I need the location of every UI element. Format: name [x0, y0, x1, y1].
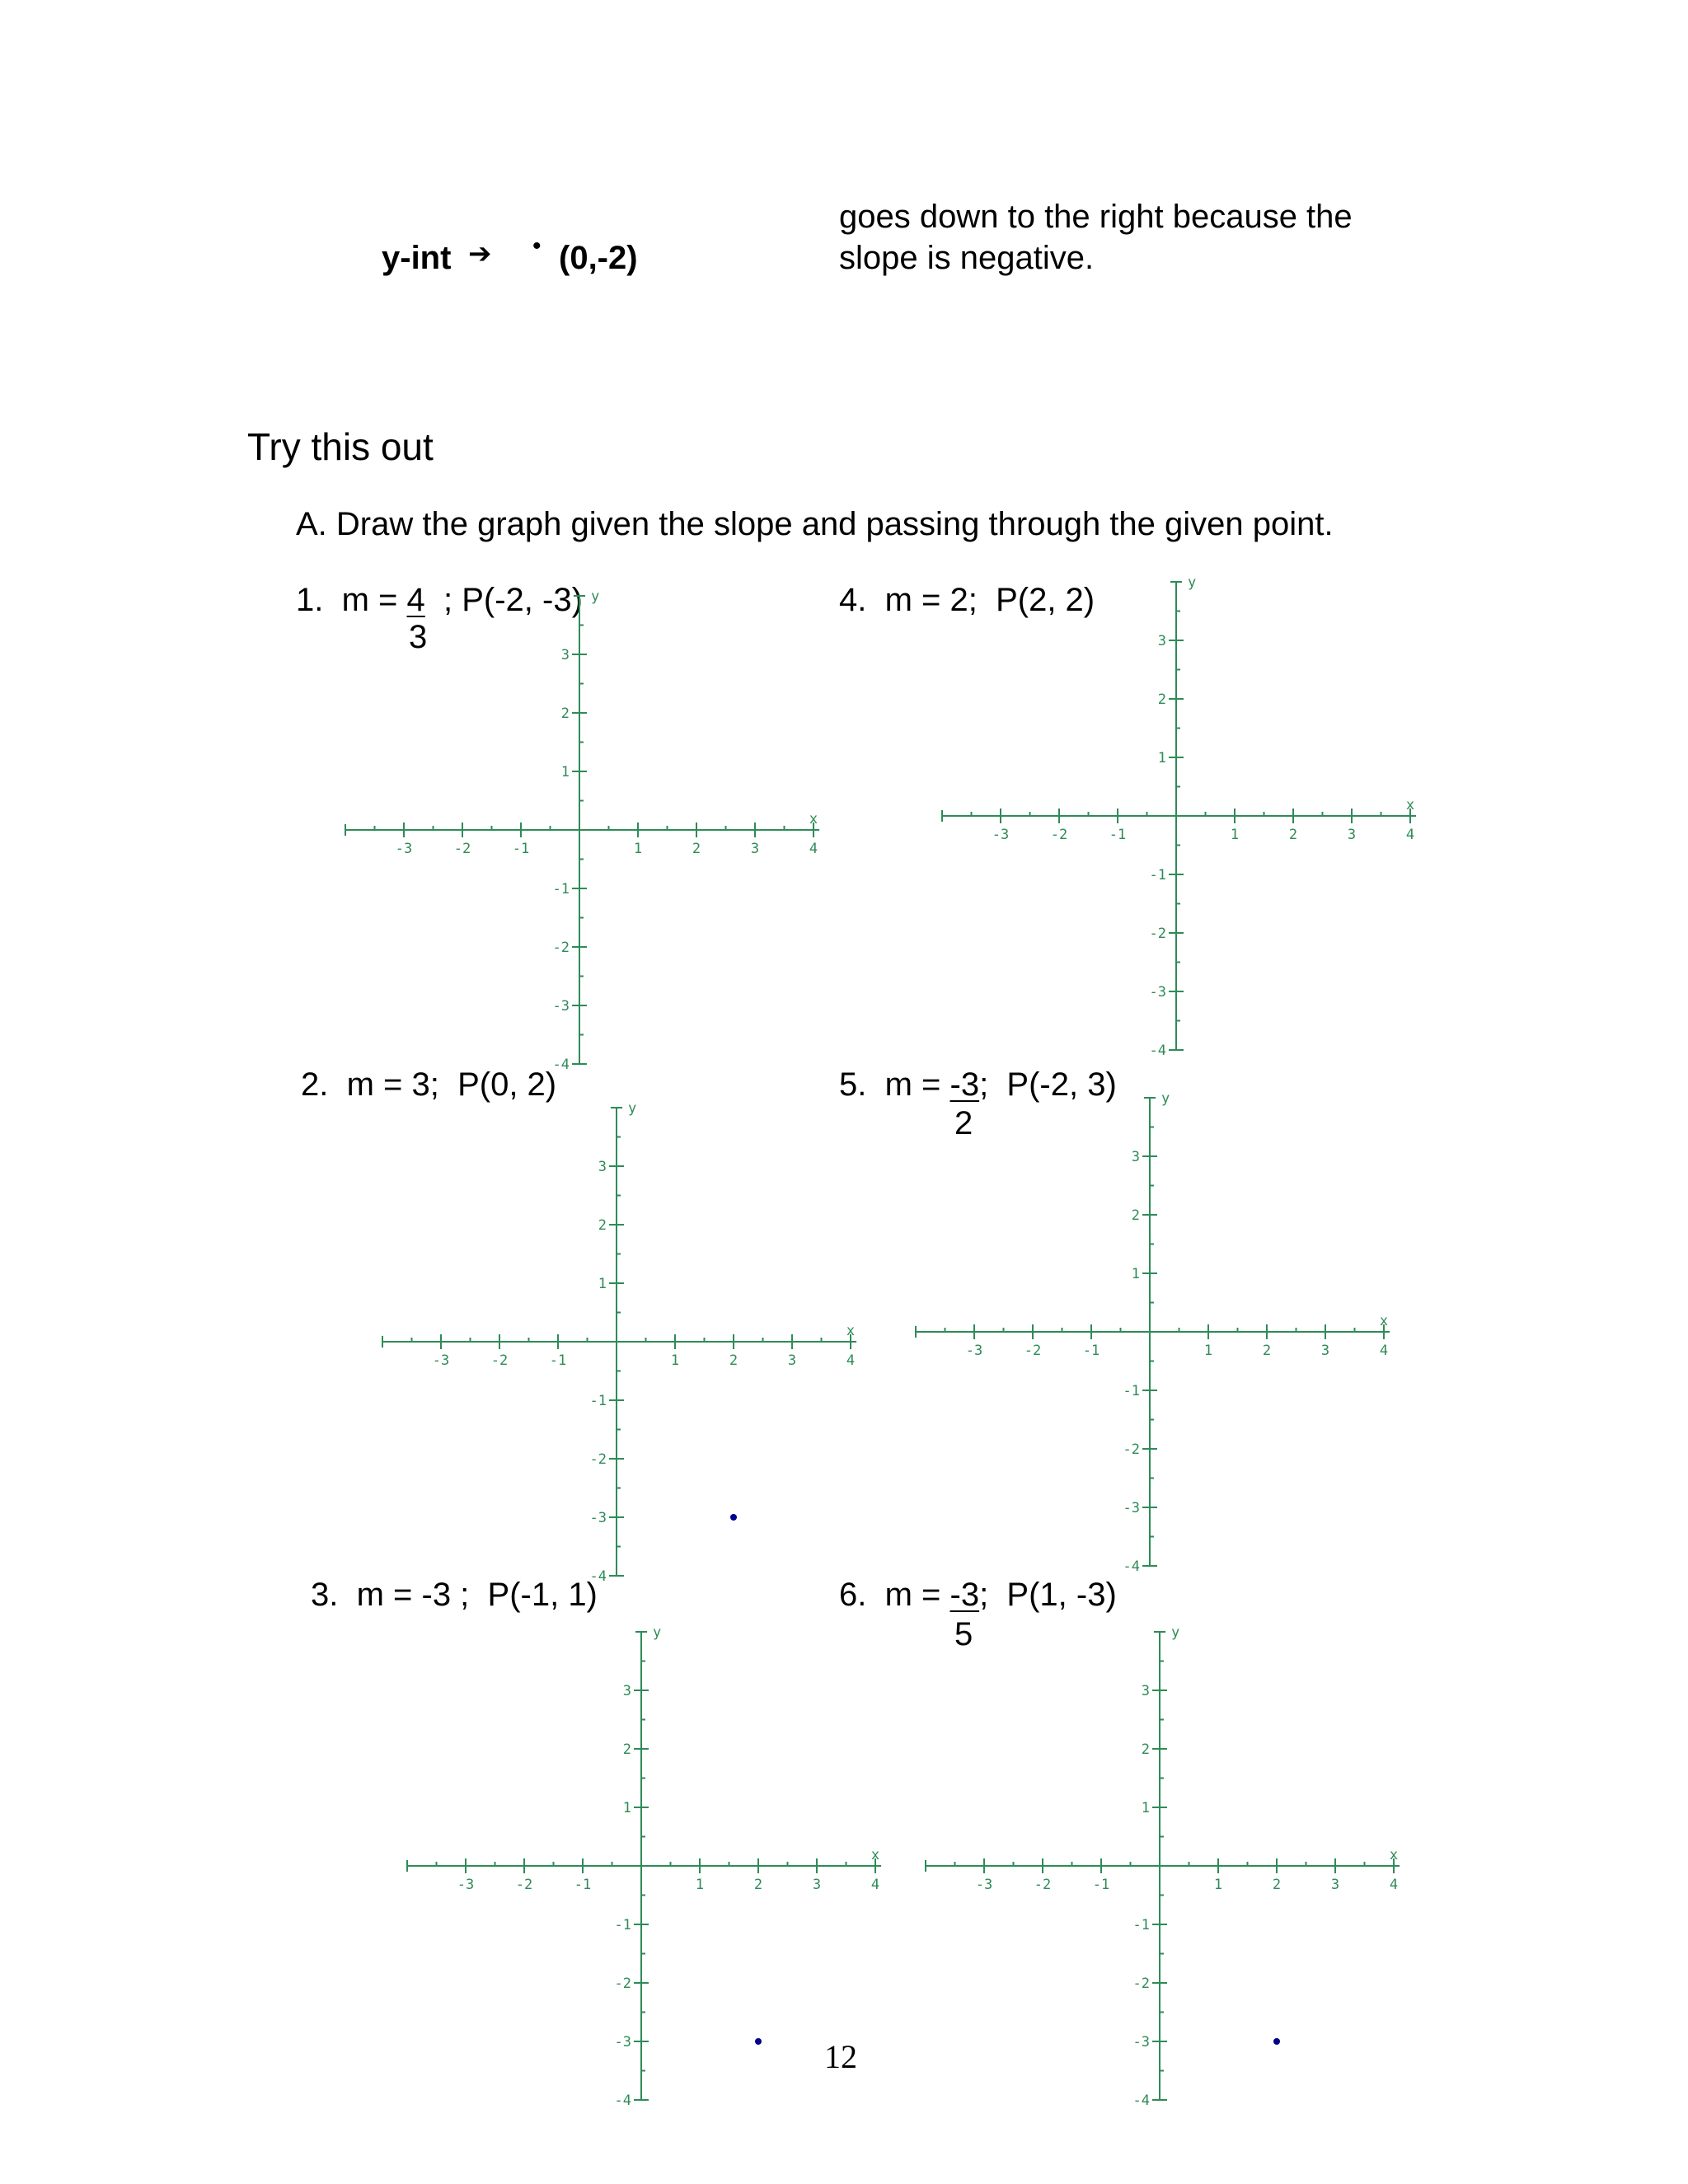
problem-number: 3. — [311, 1577, 339, 1613]
y-tick-label: -1 — [552, 881, 570, 898]
fraction-numerator: -3 — [950, 1066, 980, 1103]
plotted-point — [730, 1514, 737, 1521]
x-tick-label: 4 — [1405, 827, 1415, 843]
x-tick-label: -2 — [515, 1877, 533, 1893]
y-tick-label: -1 — [1149, 867, 1166, 883]
y-tick-label: -4 — [1149, 1043, 1166, 1059]
y-tick-label: -3 — [552, 998, 570, 1015]
y-tick-label: 2 — [560, 705, 570, 722]
y-axis-label: y — [1171, 1624, 1180, 1641]
x-tick-label: -3 — [432, 1352, 450, 1369]
x-tick-label: 3 — [750, 841, 760, 857]
coordinate-grid-3[interactable] — [402, 1624, 979, 2171]
explain-line-2: slope is negative. — [839, 240, 1095, 276]
x-tick-label: 2 — [692, 841, 701, 857]
explain-line-1: goes down to the right because the — [839, 199, 1353, 235]
y-tick-label: -3 — [614, 2034, 631, 2050]
problem-prefix: m = — [341, 582, 407, 618]
x-tick-label: 2 — [753, 1877, 763, 1893]
problem-prefix: m = — [884, 1577, 950, 1613]
y-tick-label: -2 — [1123, 1441, 1140, 1458]
plotted-point — [755, 2038, 762, 2045]
problem-number: 6. — [839, 1577, 867, 1613]
y-tick-label: -3 — [1132, 2034, 1150, 2050]
x-tick-label: 3 — [787, 1352, 797, 1369]
y-tick-label: 3 — [560, 647, 570, 663]
fraction-numerator: 4 — [406, 582, 425, 618]
y-tick-label: -4 — [614, 2093, 631, 2109]
y-tick-label: -3 — [589, 1510, 607, 1526]
y-tick-label: -1 — [1123, 1383, 1140, 1399]
fraction-numerator: -3 — [950, 1577, 980, 1613]
y-tick-label: -4 — [589, 1568, 607, 1585]
y-axis-label: y — [591, 588, 600, 605]
x-axis-label: x — [846, 1323, 856, 1339]
y-tick-label: 1 — [1131, 1266, 1140, 1282]
y-tick-label: -1 — [614, 1917, 631, 1933]
fraction-denominator: 2 — [954, 1105, 973, 1141]
y-tick-label: 1 — [598, 1276, 607, 1292]
right-arrow-icon: ➔ — [468, 238, 492, 269]
x-tick-label: -1 — [1109, 827, 1127, 843]
y-tick-label: -2 — [552, 940, 570, 956]
y-tick-label: 2 — [1131, 1207, 1140, 1224]
x-tick-label: 2 — [1262, 1343, 1272, 1359]
problem-1 — [296, 581, 583, 619]
y-axis-label: y — [1161, 1090, 1170, 1107]
y-tick-label: -4 — [552, 1057, 570, 1073]
coordinate-grid-6[interactable] — [921, 1624, 1498, 2171]
y-tick-label: -2 — [614, 1975, 631, 1992]
x-tick-label: 1 — [670, 1352, 680, 1369]
x-tick-label: 4 — [1389, 1877, 1399, 1893]
y-tick-label: 1 — [622, 1800, 631, 1816]
y-tick-label: 1 — [1141, 1800, 1150, 1816]
x-tick-label: -3 — [965, 1343, 983, 1359]
y-tick-label: 3 — [1141, 1683, 1150, 1699]
y-tick-label: 3 — [1157, 633, 1166, 649]
x-tick-label: 2 — [1288, 827, 1298, 843]
y-tick-label: -2 — [589, 1451, 607, 1468]
x-axis-label: x — [1405, 797, 1415, 813]
x-tick-label: -3 — [992, 827, 1010, 843]
y-tick-label: 2 — [622, 1741, 631, 1758]
plotted-point — [1273, 2038, 1280, 2045]
x-tick-label: 2 — [1272, 1877, 1282, 1893]
problem-text: m = 3; P(0, 2) — [346, 1066, 557, 1103]
coordinate-grid-5[interactable] — [911, 1090, 1488, 1637]
problem-prefix: m = — [884, 1066, 950, 1103]
yint-point: (0,-2) — [559, 240, 638, 276]
y-tick-label: -3 — [1123, 1500, 1140, 1516]
x-tick-label: -1 — [549, 1352, 567, 1369]
y-axis-label: y — [653, 1624, 662, 1641]
problem-text: m = 2; P(2, 2) — [884, 582, 1095, 618]
x-tick-label: -1 — [1092, 1877, 1110, 1893]
instruction: A. Draw the graph given the slope and passing through the given point. — [296, 506, 1334, 542]
coordinate-grid-2[interactable] — [377, 1100, 954, 1647]
x-tick-label: 3 — [1320, 1343, 1330, 1359]
y-tick-label: 2 — [598, 1217, 607, 1234]
section-title: Try this out — [247, 425, 434, 468]
y-tick-label: -3 — [1149, 984, 1166, 1001]
problem-number: 4. — [839, 582, 867, 618]
x-tick-label: 1 — [1213, 1877, 1223, 1893]
y-tick-label: -4 — [1123, 1558, 1140, 1575]
problem-number: 5. — [839, 1066, 867, 1103]
y-tick-label: 1 — [560, 764, 570, 780]
page-number: 12 — [824, 2038, 857, 2075]
x-tick-label: 4 — [846, 1352, 856, 1369]
fraction-denominator: 3 — [409, 619, 428, 655]
y-tick-label: -4 — [1132, 2093, 1150, 2109]
point-dot-icon: • — [532, 232, 542, 260]
x-tick-label: -2 — [453, 841, 471, 857]
problem-suffix: ; P(-2, 3) — [979, 1066, 1117, 1103]
x-tick-label: -3 — [975, 1877, 993, 1893]
problem-suffix: ; P(1, -3) — [979, 1577, 1117, 1613]
problem-number: 1. — [296, 582, 324, 618]
y-axis-label: y — [628, 1100, 637, 1117]
y-tick-label: -2 — [1149, 926, 1166, 942]
x-tick-label: 4 — [870, 1877, 880, 1893]
y-tick-label: 3 — [622, 1683, 631, 1699]
y-tick-label: -1 — [1132, 1917, 1150, 1933]
x-tick-label: -2 — [490, 1352, 509, 1369]
x-tick-label: -2 — [1024, 1343, 1042, 1359]
x-tick-label: -2 — [1034, 1877, 1052, 1893]
x-tick-label: 1 — [1203, 1343, 1213, 1359]
x-tick-label: -2 — [1050, 827, 1068, 843]
x-tick-label: 3 — [1330, 1877, 1340, 1893]
x-tick-label: 3 — [1347, 827, 1357, 843]
y-tick-label: 3 — [598, 1159, 607, 1175]
y-tick-label: 3 — [1131, 1149, 1140, 1165]
x-tick-label: -3 — [395, 841, 413, 857]
x-axis-label: x — [1389, 1847, 1399, 1863]
x-tick-label: 3 — [812, 1877, 822, 1893]
problem-text: m = -3 ; P(-1, 1) — [356, 1577, 598, 1613]
y-tick-label: 1 — [1157, 750, 1166, 766]
x-tick-label: 1 — [1230, 827, 1240, 843]
x-tick-label: -1 — [512, 841, 530, 857]
problem-number: 2. — [301, 1066, 329, 1103]
x-axis-label: x — [809, 811, 818, 827]
y-axis-label: y — [1188, 574, 1197, 591]
y-tick-label: -1 — [589, 1393, 607, 1409]
x-tick-label: -1 — [574, 1877, 592, 1893]
x-tick-label: -1 — [1082, 1343, 1100, 1359]
x-tick-label: -3 — [457, 1877, 475, 1893]
y-tick-label: -2 — [1132, 1975, 1150, 1992]
y-tick-label: 2 — [1141, 1741, 1150, 1758]
x-tick-label: 2 — [729, 1352, 738, 1369]
x-tick-label: 4 — [1379, 1343, 1389, 1359]
x-tick-label: 1 — [695, 1877, 705, 1893]
x-tick-label: 4 — [809, 841, 818, 857]
x-axis-label: x — [1379, 1313, 1389, 1329]
fraction-denominator: 5 — [954, 1616, 973, 1652]
y-tick-label: 2 — [1157, 691, 1166, 708]
x-tick-label: 1 — [633, 841, 643, 857]
problem-suffix: ; P(-2, -3) — [424, 582, 583, 618]
x-axis-label: x — [870, 1847, 880, 1863]
yint-label: y-int — [382, 240, 452, 276]
